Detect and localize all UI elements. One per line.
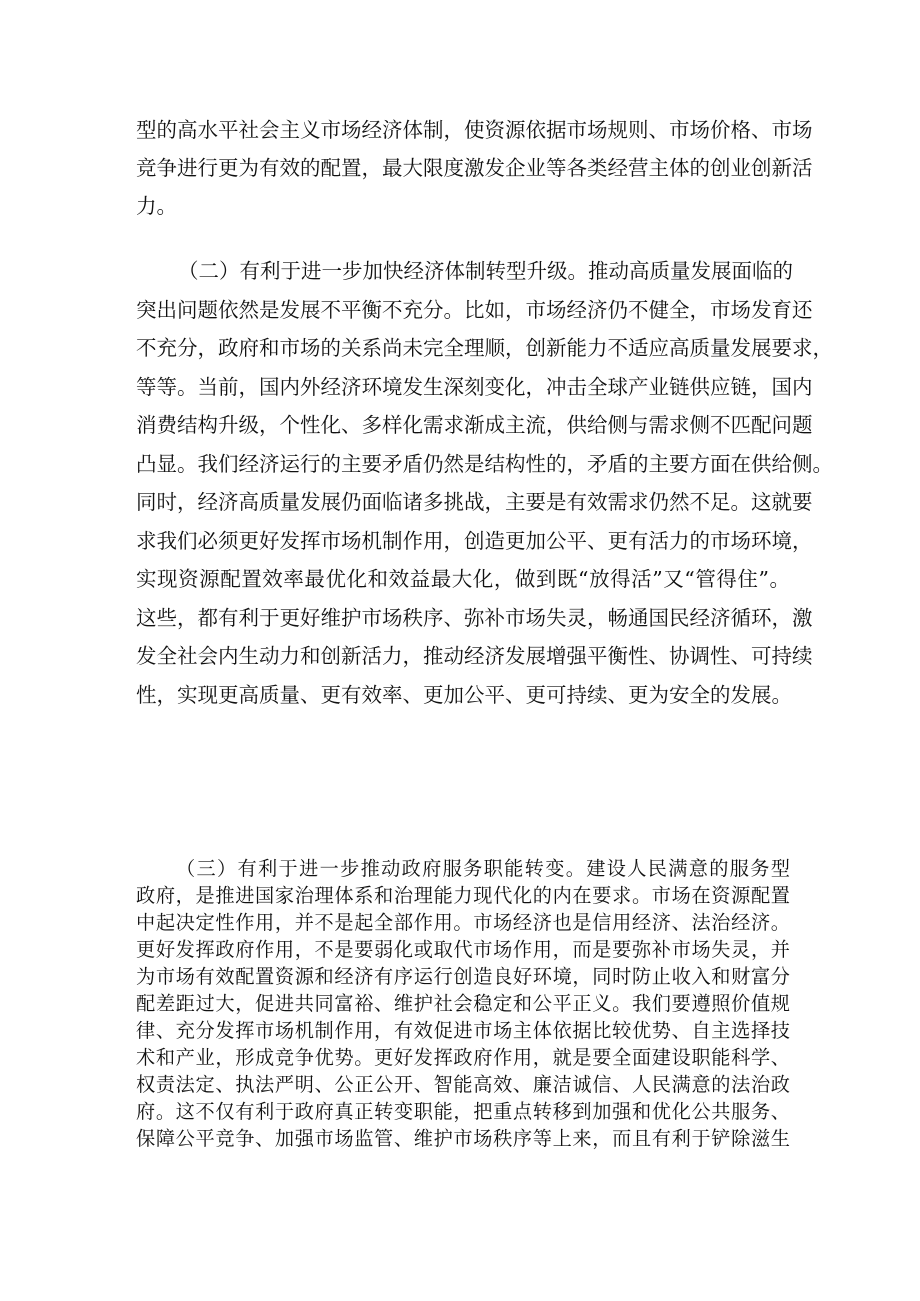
paragraph-continuation <box>136 111 813 225</box>
text-line: 不充分，政府和市场的关系尚未完全理顺，创新能力不适应高质量发展要求， <box>136 336 833 360</box>
section-heading-line: （二）有利于进一步加快经济体制转型升级。推动高质量发展面临的 <box>178 259 793 283</box>
text-line: 府。这不仅有利于政府真正转变职能，把重点转移到加强和优化公共服务、 <box>136 1100 790 1123</box>
text-line: 消费结构升级，个性化、多样化需求渐成主流，供给侧与需求侧不匹配问题 <box>136 413 813 437</box>
text-line: 配差距过大，促进共同富裕、维护社会稳定和公平正义。我们要遵照价值规 <box>136 992 790 1015</box>
text-line: 律、充分发挥市场机制作用，有效促进市场主体依据比较优势、自主选择技 <box>136 1019 790 1042</box>
text-line: 同时，经济高质量发展仍面临诸多挑战，主要是有效需求仍然不足。这就要 <box>136 490 813 514</box>
text-line: 保障公平竞争、加强市场监管、维护市场秩序等上来，而且有利于铲除滋生 <box>136 1127 790 1150</box>
paragraph-section-two <box>136 252 833 714</box>
text-line: 更好发挥政府作用，不是要弱化或取代市场作用，而是要弥补市场失灵，并 <box>136 938 790 961</box>
text-line: 实现资源配置效率最优化和效益最大化，做到既“放得活”又“管得住”。 <box>136 567 790 591</box>
section-heading-line: （三）有利于进一步推动政府服务职能转变。建设人民满意的服务型 <box>176 857 790 880</box>
text-line: 凸显。我们经济运行的主要矛盾仍然是结构性的，矛盾的主要方面在供给侧。 <box>136 451 833 476</box>
text-line: 性，实现更高质量、更有效率、更加公平、更可持续、更为安全的发展。 <box>136 682 792 707</box>
text-line: 求我们必须更好发挥市场机制作用，创造更加公平、更有活力的市场环境， <box>136 528 813 553</box>
paragraph-section-three <box>136 855 790 1152</box>
text-line: 等等。当前，国内外经济环境发生深刻变化，冲击全球产业链供应链，国内 <box>136 374 813 399</box>
text-line: 术和产业，形成竞争优势。更好发挥政府作用，就是要全面建设职能科学、 <box>136 1046 790 1069</box>
text-line: 中起决定性作用，并不是起全部作用。市场经济也是信用经济、法治经济。 <box>136 911 790 934</box>
text-line: 型的高水平社会主义市场经济体制，使资源依据市场规则、市场价格、市场 <box>136 118 813 142</box>
text-line: 发全社会内生动力和创新活力，推动经济发展增强平衡性、协调性、可持续 <box>136 644 813 668</box>
text-line: 竞争进行更为有效的配置，最大限度激发企业等各类经营主体的创业创新活 <box>136 156 813 180</box>
text-line: 突出问题依然是发展不平衡不充分。比如，市场经济仍不健全，市场发育还 <box>136 297 813 322</box>
text-line: 权责法定、执法严明、公正公开、智能高效、廉洁诚信、人民满意的法治政 <box>136 1073 790 1096</box>
text-line: 为市场有效配置资源和经济有序运行创造良好环境，同时防止收入和财富分 <box>136 965 790 988</box>
text-line: 力。 <box>136 194 177 218</box>
text-line: 这些，都有利于更好维护市场秩序、弥补市场失灵，畅通国民经济循环，激 <box>136 605 813 630</box>
text-line: 政府，是推进国家治理体系和治理能力现代化的内在要求。市场在资源配置 <box>136 884 790 907</box>
